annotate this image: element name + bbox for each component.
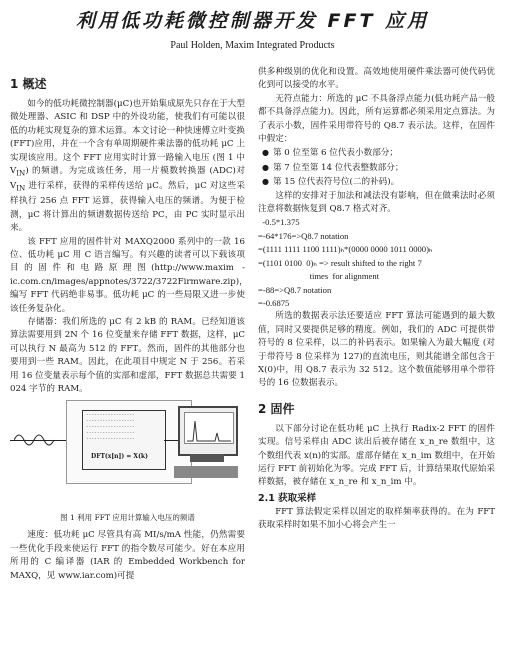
bullet-item: ● 第 15 位代表符号位(二的补码)。 [258, 175, 495, 189]
dft-formula: DFT(x[n]) = X(k) [91, 452, 148, 460]
code-line: =-64*176=>Q8.7 notation [258, 230, 349, 241]
paragraph: 这样的安排对于加法和减法没有影响，但在做乘法时必须注意将数据恢复到 Q8.7 格式对齐。 [258, 190, 495, 215]
microcontroller-chip: ------------------ ------------------ ------------------ ------------------ ------------------ DFT(x[n]) = X(k) [82, 410, 166, 470]
figure-caption: 图 1 利用 FFT 应用计算输入电压的频谱 [60, 513, 195, 523]
code-line: times for alignment [258, 271, 380, 282]
paragraph: 如今的低功耗微控制器(μC)也开始集成原先只存在于大型微处理器、ASIC 和 DSP 中的外设功能，使我们有可能以很低的功耗实现复杂的算术运算。本文讨论一种快速傅立叶变换(FFT)应用，并在一个含有单周期硬件乘法器的低功耗 μC 上实现该应用。这个 FFT 应用实时计算一路输入电压 (图 1 中 $V_{IN}$) 的频谱。为完成该任务，用一片模数转换器 (ADC)对 $V_{IN}$ 进行采样，获得的采样传送给 μC。然后，μC 对这些采样执行 256 点 FFT 运算，获得输入电压的频谱。为便于检测，μC 将计算出的频谱数据传送给 PC，由 PC 实时显示出来。 [10, 99, 245, 234]
paragraph: 以下部分讨论在低功耗 μC 上执行 Radix-2 FFT 的固件实现。信号采样由 ADC 读出后被存储在 x_n_re 数组中，这个数组代表 x(n)的实部。虚部存储在 x_n_im 数组中，在开始运行 FFT 前初始化为零。完成 FFT 后，计算结果取代原始采样数据，被存储在 x_n_re 和 x_n_im 中。 [258, 423, 495, 488]
section-heading-firmware: 2 固件 [258, 401, 295, 416]
code-line: =(1111 1111 1100 1111)ₕ*(0000 0000 1011 0000)ₕ [258, 244, 433, 255]
pc-monitor-icon [178, 406, 238, 456]
code-line: =-88=>Q8.7 notation [258, 284, 332, 295]
paper-title: 利用低功耗微控制器开发 FFT 应用 [75, 10, 430, 32]
right-column [258, 66, 495, 533]
code-line: =(1101 0100 0)ₕ => result shifted to the right 7 [258, 257, 422, 268]
paragraph: 供多种级别的优化和设置。高效地使用硬件乘法器可使代码优化到可以接受的水平。 [258, 67, 495, 91]
paragraph: 速度：低功耗 μC 尽管具有高 MI/s/mA 性能，仍然需要一些优化手段来使运行 FFT 的指令数尽可能少。好在本应用所用的 C 编译器 (IAR 的 Embedded Workbench for MAXQ，见 www.iar.com)可提 [10, 530, 245, 581]
monitor-stand [190, 454, 224, 462]
subsection-heading: 2.1 获取采样 [258, 492, 317, 504]
sine-wave-icon [14, 430, 58, 450]
spectrum-plot-icon [185, 413, 233, 443]
paragraph: 所选的数据表示法还要适应 FFT 算法可能遇到的最大数值，同时又要提供足够的精度。例如，我们的 ADC 可提供带符号的 8 位采样，以二的补码表示。如果输入为最大幅度 (对于带符号 8 位采样为 127)的直流电压，则其能谱全部包含于 X(0)中，用 Q8.7 表示为 32 512。这个数值能够用单个带符号的 16 位数据表示。 [258, 311, 495, 389]
code-line: -0.5*1.375 [258, 217, 300, 228]
paragraph: 无符点能力：所选的 μC 不具备浮点能力(低功耗产品一般都不具备浮点能力)。因此，所有运算都必须采用定点算法。为了表示小数，固件采用带符号的 Q8.7 表示法。这样，在固件中假定： [258, 93, 495, 145]
left-column [10, 66, 248, 583]
keyboard-icon [174, 466, 238, 478]
paragraph: 存储器：我们所选的 μC 有 2 kB 的 RAM。已经知道该算法需要用到 2N 个 16 位变量来存储 FFT 数据，这样，μC 可以执行 N 最高为 512 的 FFT。然而，固件的其他部分也要用到一些 RAM。因此，在此项目中规定 N 于 256。若采用 16 位变量表示每个值的实部和虚部，FFT 数据总共需要 1 024 字节的 RAM。 [10, 316, 245, 394]
figure-1 [10, 400, 245, 510]
bullet-item: ● 第 0 位至第 6 位代表小数部分； [258, 146, 495, 160]
spectrum-display [184, 412, 234, 444]
data-wire [164, 440, 178, 441]
author-line: Paul Holden, Maxim Integrated Products [170, 40, 335, 51]
bullet-item: ● 第 7 位至第 14 位代表整数部分； [258, 161, 495, 175]
code-line: =-0.6875 [258, 297, 290, 308]
paragraph: 该 FFT 应用的固件针对 MAXQ2000 系列中的一款 16 位、低功耗 μC 用 C 语言编写。有兴趣的读者可以下载该项目的固件和电路原理图(http://www.maxim -ic.com.cn/images/appnotes/3722/3722Firmware.zip)，编写 FFT 代码绝非易事。低功耗 μC 的一些局限又进一步使该任务复杂化。 [10, 236, 248, 314]
section-heading-overview: 1 概述 [10, 77, 47, 91]
paragraph: FFT 算法假定采样以固定的取样频率获得的。在为 FFT 获取采样时如果不加小心将会产生一 [258, 506, 495, 531]
